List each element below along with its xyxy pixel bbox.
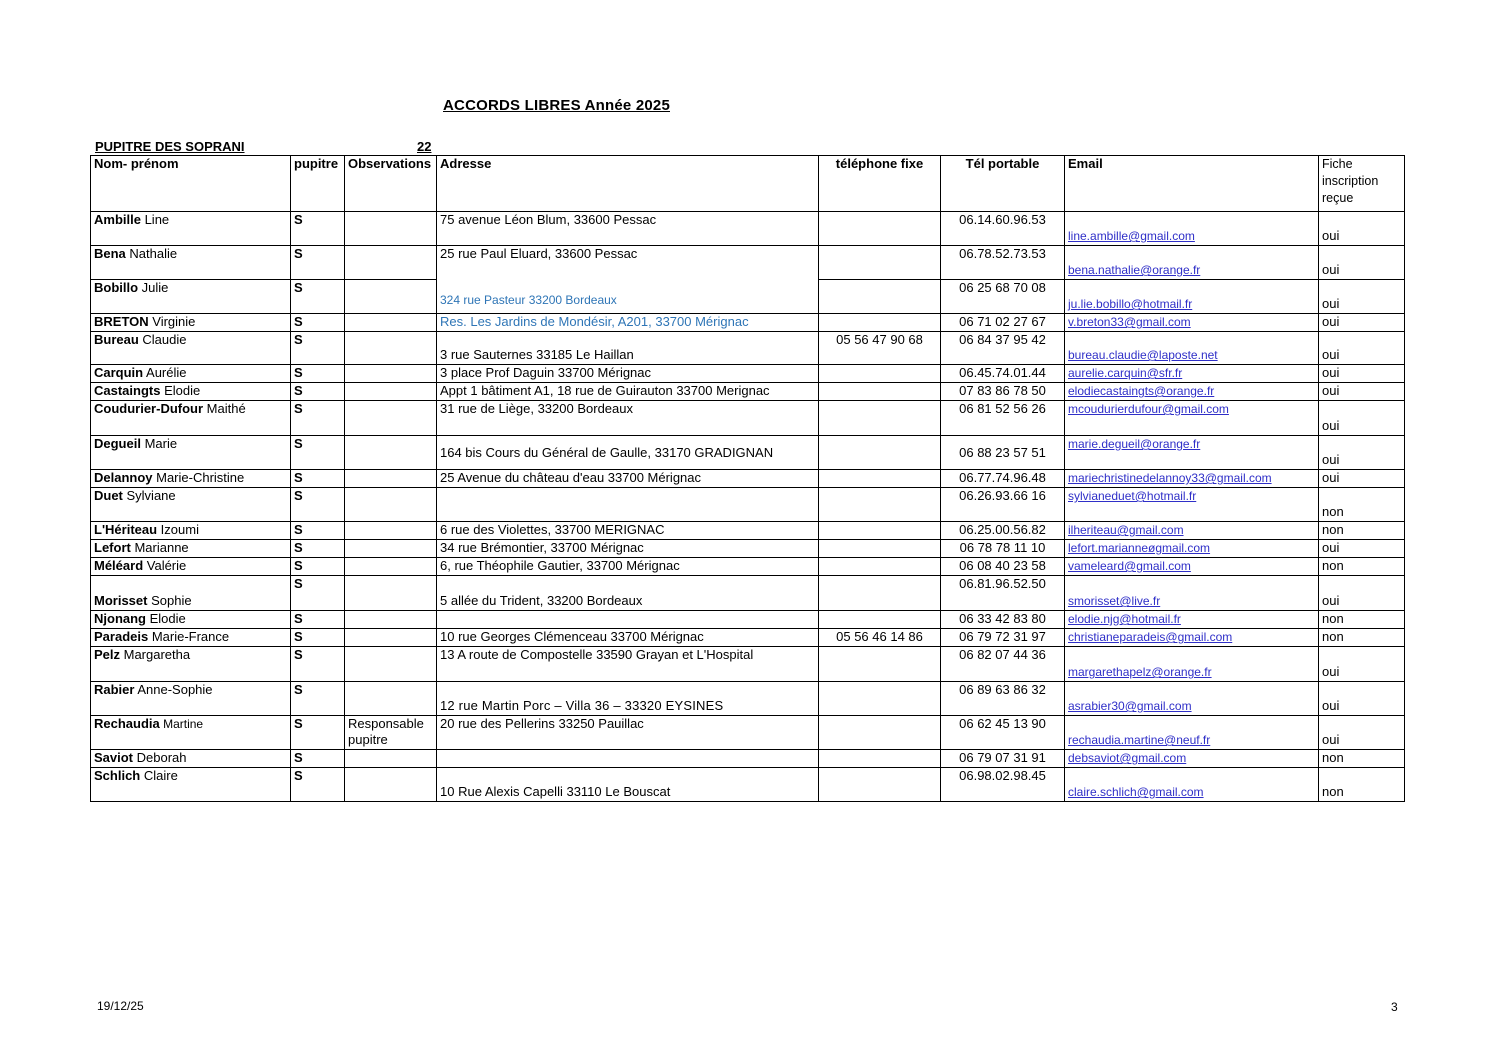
table-row <box>91 332 1405 365</box>
fiche-cell: oui <box>1319 365 1405 383</box>
table-row <box>91 436 1405 470</box>
fixed-phone-cell <box>819 647 941 682</box>
observations-cell <box>345 246 437 280</box>
table-row <box>91 611 1405 629</box>
pupitre-cell: S <box>291 246 345 280</box>
table-row <box>91 682 1405 716</box>
name-cell: Saviot Deborah <box>91 750 291 768</box>
email-link[interactable]: aurelie.carquin@sfr.fr <box>1068 366 1183 380</box>
name-cell: Ambille Line <box>91 212 291 246</box>
fixed-phone-cell <box>819 212 941 246</box>
pupitre-cell: S <box>291 576 345 611</box>
table-row <box>91 212 1405 246</box>
footer-page-number: 3 <box>1391 1000 1398 1014</box>
name-cell: Bureau Claudie <box>91 332 291 365</box>
observations-cell <box>345 314 437 332</box>
fiche-cell: oui <box>1319 682 1405 716</box>
observations-cell <box>345 558 437 576</box>
mobile-phone-cell: 06.14.60.96.53 <box>941 212 1065 246</box>
email-link[interactable]: line.ambille@gmail.com <box>1068 229 1195 244</box>
mobile-phone-cell: 06 84 37 95 42 <box>941 332 1065 365</box>
email-link[interactable]: claire.schlich@gmail.com <box>1068 785 1204 800</box>
fixed-phone-cell <box>819 540 941 558</box>
mobile-phone-cell: 06 88 23 57 51 <box>941 436 1065 470</box>
email-link[interactable]: sylvianeduet@hotmail.fr <box>1068 489 1197 503</box>
table-row <box>91 246 1405 280</box>
mobile-phone-cell: 06.98.02.98.45 <box>941 768 1065 802</box>
pupitre-cell: S <box>291 682 345 716</box>
mobile-phone-cell: 06.77.74.96.48 <box>941 470 1065 488</box>
fixed-phone-cell <box>819 470 941 488</box>
email-link[interactable]: mcoudurierdufour@gmail.com <box>1068 402 1229 416</box>
address-cell: 13 A route de Compostelle 33590 Grayan et L'Hospital <box>437 647 819 682</box>
table-row <box>91 470 1405 488</box>
pupitre-cell: S <box>291 470 345 488</box>
mobile-phone-cell: 06 62 45 13 90 <box>941 716 1065 750</box>
mobile-phone-cell: 06 25 68 70 08 <box>941 280 1065 314</box>
fiche-cell: non <box>1319 522 1405 540</box>
observations-cell: Responsable pupitre <box>345 716 437 750</box>
fiche-cell: oui <box>1319 212 1405 246</box>
email-cell <box>1065 682 1319 716</box>
table-row <box>91 647 1405 682</box>
address-cell: 3 place Prof Daguin 33700 Mérignac <box>437 365 819 383</box>
address-cell: 20 rue des Pellerins 33250 Pauillac <box>437 716 819 750</box>
email-cell <box>1065 280 1319 314</box>
observations-cell <box>345 436 437 470</box>
pupitre-cell: S <box>291 280 345 314</box>
name-cell: BRETON Virginie <box>91 314 291 332</box>
mobile-phone-cell: 06 78 78 11 10 <box>941 540 1065 558</box>
observations-cell <box>345 280 437 314</box>
fiche-cell: non <box>1319 558 1405 576</box>
address-cell <box>437 750 819 768</box>
email-cell <box>1065 611 1319 629</box>
fiche-cell: non <box>1319 750 1405 768</box>
observations-cell <box>345 365 437 383</box>
fixed-phone-cell <box>819 280 941 314</box>
table-row <box>91 314 1405 332</box>
email-link[interactable]: lefort.marianneøgmail.com <box>1068 541 1211 555</box>
email-cell <box>1065 558 1319 576</box>
email-cell <box>1065 383 1319 401</box>
address-cell: 3 rue Sauternes 33185 Le Haillan <box>437 332 819 365</box>
col-header-tel-portable: Tél portable <box>941 156 1065 212</box>
observations-cell <box>345 401 437 436</box>
fixed-phone-cell: 05 56 46 14 86 <box>819 629 941 647</box>
email-cell <box>1065 365 1319 383</box>
email-link[interactable]: christianeparadeis@gmail.com <box>1068 630 1233 644</box>
table-row <box>91 558 1405 576</box>
fixed-phone-cell <box>819 401 941 436</box>
observations-cell <box>345 540 437 558</box>
table-row <box>91 629 1405 647</box>
mobile-phone-cell: 06.45.74.01.44 <box>941 365 1065 383</box>
name-cell: Lefort Marianne <box>91 540 291 558</box>
name-cell: Méléard Valérie <box>91 558 291 576</box>
email-link[interactable]: asrabier30@gmail.com <box>1068 699 1192 714</box>
observations-cell <box>345 750 437 768</box>
observations-cell <box>345 768 437 802</box>
fiche-cell: non <box>1319 488 1405 522</box>
email-link[interactable]: smorisset@live.fr <box>1068 594 1161 609</box>
observations-cell <box>345 470 437 488</box>
mobile-phone-cell: 06 79 72 31 97 <box>941 629 1065 647</box>
name-cell: Pelz Margaretha <box>91 647 291 682</box>
pupitre-cell: S <box>291 540 345 558</box>
table-header-row <box>91 156 1405 212</box>
address-cell: 25 Avenue du château d'eau 33700 Mérignac <box>437 470 819 488</box>
email-link[interactable]: ju.lie.bobillo@hotmail.fr <box>1068 297 1193 312</box>
fiche-cell: non <box>1319 768 1405 802</box>
email-cell <box>1065 522 1319 540</box>
table-row <box>91 522 1405 540</box>
email-link[interactable]: margarethapelz@orange.fr <box>1068 665 1212 680</box>
fixed-phone-cell <box>819 611 941 629</box>
name-cell: Schlich Claire <box>91 768 291 802</box>
table-row <box>91 383 1405 401</box>
fixed-phone-cell: 05 56 47 90 68 <box>819 332 941 365</box>
fixed-phone-cell <box>819 768 941 802</box>
email-link[interactable]: debsaviot@gmail.com <box>1068 751 1187 765</box>
pupitre-cell: S <box>291 332 345 365</box>
pupitre-cell: S <box>291 558 345 576</box>
address-cell: 75 avenue Léon Blum, 33600 Pessac <box>437 212 819 246</box>
email-cell <box>1065 488 1319 522</box>
address-cell: 25 rue Paul Eluard, 33600 Pessac 324 rue Pasteur 33200 Bordeaux <box>437 246 819 314</box>
mobile-phone-cell: 06 71 02 27 67 <box>941 314 1065 332</box>
fiche-cell: oui <box>1319 436 1405 470</box>
table-body <box>91 212 1405 802</box>
fixed-phone-cell <box>819 246 941 280</box>
col-header-nom-prenom: Nom- prénom <box>91 156 291 212</box>
name-cell: Paradeis Marie-France <box>91 629 291 647</box>
name-cell: Rechaudia Martine <box>91 716 291 750</box>
email-cell <box>1065 401 1319 436</box>
email-link[interactable]: v.breton33@gmail.com <box>1068 315 1191 329</box>
address-cell: 34 rue Brémontier, 33700 Mérignac <box>437 540 819 558</box>
col-header-pupitre: pupitre <box>291 156 345 212</box>
fiche-cell: oui <box>1319 647 1405 682</box>
email-cell <box>1065 436 1319 470</box>
mobile-phone-cell: 06 33 42 83 80 <box>941 611 1065 629</box>
fiche-cell: oui <box>1319 401 1405 436</box>
address-cell: 5 allée du Trident, 33200 Bordeaux <box>437 576 819 611</box>
email-link[interactable]: ilheriteau@gmail.com <box>1068 523 1184 537</box>
observations-cell <box>345 212 437 246</box>
email-cell <box>1065 246 1319 280</box>
table-row <box>91 576 1405 611</box>
email-link[interactable]: rechaudia.martine@neuf.fr <box>1068 733 1211 748</box>
pupitre-cell: S <box>291 212 345 246</box>
fixed-phone-cell <box>819 682 941 716</box>
col-header-adresse: Adresse <box>437 156 819 212</box>
pupitre-cell: S <box>291 488 345 522</box>
name-cell: Bena Nathalie <box>91 246 291 280</box>
observations-cell <box>345 682 437 716</box>
fixed-phone-cell <box>819 488 941 522</box>
name-cell: Rabier Anne-Sophie <box>91 682 291 716</box>
fixed-phone-cell <box>819 365 941 383</box>
observations-cell <box>345 332 437 365</box>
pupitre-cell: S <box>291 436 345 470</box>
email-link[interactable]: bureau.claudie@laposte.net <box>1068 348 1218 363</box>
pupitre-cell: S <box>291 750 345 768</box>
observations-cell <box>345 611 437 629</box>
fiche-cell: oui <box>1319 470 1405 488</box>
table-row <box>91 365 1405 383</box>
fiche-cell: non <box>1319 611 1405 629</box>
pupitre-cell: S <box>291 383 345 401</box>
fiche-cell: oui <box>1319 540 1405 558</box>
pupitre-cell: S <box>291 768 345 802</box>
email-link[interactable]: vameleard@gmail.com <box>1068 559 1191 573</box>
fixed-phone-cell <box>819 436 941 470</box>
email-link[interactable]: marie.degueil@orange.fr <box>1068 437 1201 451</box>
fixed-phone-cell <box>819 522 941 540</box>
email-cell <box>1065 647 1319 682</box>
fixed-phone-cell <box>819 383 941 401</box>
address-cell: 6, rue Théophile Gautier, 33700 Mérignac <box>437 558 819 576</box>
fiche-cell: oui <box>1319 383 1405 401</box>
address-cell: 6 rue des Violettes, 33700 MERIGNAC <box>437 522 819 540</box>
email-cell <box>1065 629 1319 647</box>
address-cell <box>437 611 819 629</box>
mobile-phone-cell: 06 08 40 23 58 <box>941 558 1065 576</box>
observations-cell <box>345 383 437 401</box>
name-cell: Carquin Aurélie <box>91 365 291 383</box>
fixed-phone-cell <box>819 750 941 768</box>
fiche-cell: oui <box>1319 332 1405 365</box>
address-cell: 164 bis Cours du Général de Gaulle, 33170 GRADIGNAN <box>437 436 819 470</box>
table-row <box>91 750 1405 768</box>
pupitre-cell: S <box>291 716 345 750</box>
email-link[interactable]: bena.nathalie@orange.fr <box>1068 263 1201 278</box>
col-header-email: Email <box>1065 156 1319 212</box>
address-cell: 10 rue Georges Clémenceau 33700 Mérignac <box>437 629 819 647</box>
name-cell: Duet Sylviane <box>91 488 291 522</box>
observations-cell <box>345 576 437 611</box>
mobile-phone-cell: 07 83 86 78 50 <box>941 383 1065 401</box>
col-header-fiche-inscription: Fiche inscription reçue <box>1319 156 1405 212</box>
document-title: ACCORDS LIBRES Année 2025 <box>443 97 670 114</box>
email-cell <box>1065 540 1319 558</box>
email-cell <box>1065 314 1319 332</box>
email-cell <box>1065 212 1319 246</box>
email-cell <box>1065 332 1319 365</box>
email-link[interactable]: elodiecastaingts@orange.fr <box>1068 384 1215 398</box>
section-count: 22 <box>417 139 432 154</box>
col-header-observations: Observations <box>345 156 437 212</box>
name-cell: L'Hériteau Izoumi <box>91 522 291 540</box>
mobile-phone-cell: 06 79 07 31 91 <box>941 750 1065 768</box>
email-link[interactable]: mariechristinedelannoy33@gmail.com <box>1068 471 1272 485</box>
fiche-cell: oui <box>1319 576 1405 611</box>
name-cell: Bobillo Julie <box>91 280 291 314</box>
observations-cell <box>345 629 437 647</box>
email-cell <box>1065 470 1319 488</box>
email-cell <box>1065 576 1319 611</box>
fixed-phone-cell <box>819 314 941 332</box>
fiche-cell: oui <box>1319 314 1405 332</box>
address-cell: 31 rue de Liège, 33200 Bordeaux <box>437 401 819 436</box>
table-row <box>91 488 1405 522</box>
name-cell: Degueil Marie <box>91 436 291 470</box>
table-row <box>91 768 1405 802</box>
address-cell: Res. Les Jardins de Mondésir, A201, 33700 Mérignac <box>437 314 819 332</box>
fixed-phone-cell <box>819 576 941 611</box>
address-cell: 10 Rue Alexis Capelli 33110 Le Bouscat <box>437 768 819 802</box>
name-cell: Castaingts Elodie <box>91 383 291 401</box>
table-row <box>91 401 1405 436</box>
footer-date: 19/12/25 <box>97 999 144 1013</box>
pupitre-cell: S <box>291 611 345 629</box>
mobile-phone-cell: 06.25.00.56.82 <box>941 522 1065 540</box>
pupitre-cell: S <box>291 647 345 682</box>
mobile-phone-cell: 06 89 63 86 32 <box>941 682 1065 716</box>
pupitre-cell: S <box>291 365 345 383</box>
fixed-phone-cell <box>819 558 941 576</box>
mobile-phone-cell: 06.81.96.52.50 <box>941 576 1065 611</box>
fixed-phone-cell <box>819 716 941 750</box>
name-cell: Coudurier-Dufour Maithé <box>91 401 291 436</box>
fiche-cell: oui <box>1319 280 1405 314</box>
fiche-cell: non <box>1319 629 1405 647</box>
fiche-cell: oui <box>1319 716 1405 750</box>
mobile-phone-cell: 06.78.52.73.53 <box>941 246 1065 280</box>
observations-cell <box>345 647 437 682</box>
mobile-phone-cell: 06 82 07 44 36 <box>941 647 1065 682</box>
observations-cell <box>345 522 437 540</box>
table-row <box>91 716 1405 750</box>
table-row <box>91 540 1405 558</box>
email-cell <box>1065 750 1319 768</box>
observations-cell <box>345 488 437 522</box>
name-cell: Delannoy Marie-Christine <box>91 470 291 488</box>
mobile-phone-cell: 06.26.93.66 16 <box>941 488 1065 522</box>
members-table <box>90 155 1405 802</box>
section-title: PUPITRE DES SOPRANI <box>95 139 245 154</box>
address-cell: Appt 1 bâtiment A1, 18 rue de Guirauton 33700 Merignac <box>437 383 819 401</box>
pupitre-cell: S <box>291 522 345 540</box>
col-header-telephone-fixe: téléphone fixe <box>819 156 941 212</box>
mobile-phone-cell: 06 81 52 56 26 <box>941 401 1065 436</box>
address-cell: 12 rue Martin Porc – Villa 36 – 33320 EYSINES <box>437 682 819 716</box>
name-cell: Morisset Sophie <box>91 576 291 611</box>
email-link[interactable]: elodie.njg@hotmail.fr <box>1068 612 1181 626</box>
name-cell: Njonang Elodie <box>91 611 291 629</box>
pupitre-cell: S <box>291 314 345 332</box>
fiche-cell: oui <box>1319 246 1405 280</box>
pupitre-cell: S <box>291 401 345 436</box>
pupitre-cell: S <box>291 629 345 647</box>
email-cell <box>1065 716 1319 750</box>
address-cell <box>437 488 819 522</box>
email-cell <box>1065 768 1319 802</box>
